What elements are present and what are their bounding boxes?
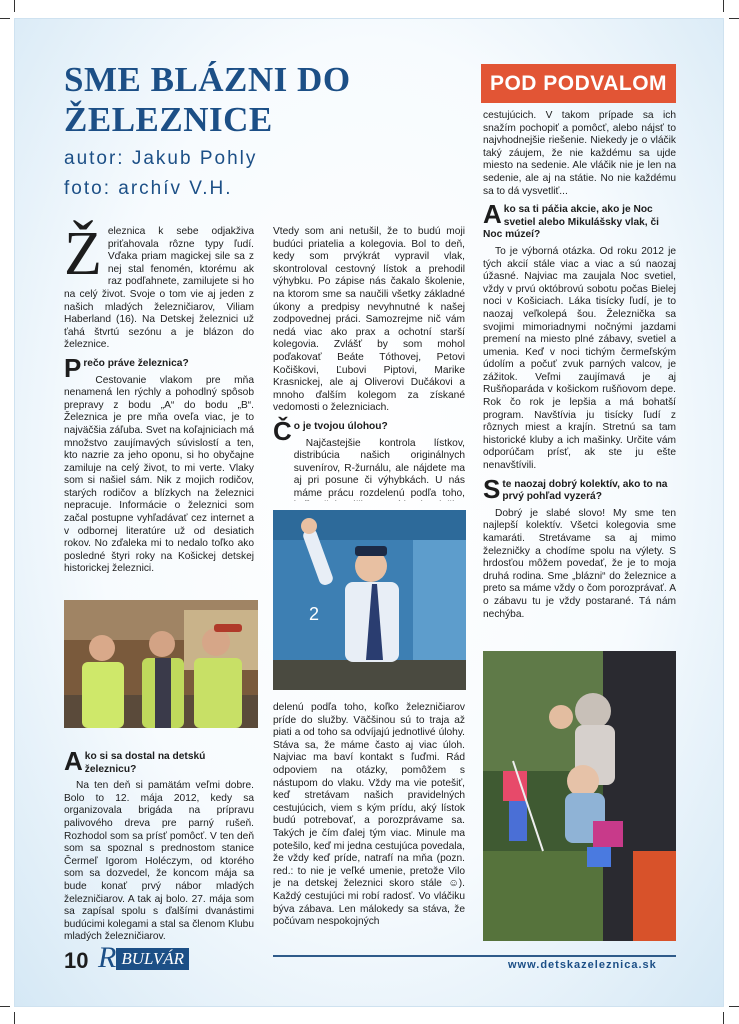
question-heading: Čo je tvojou úlohou? <box>273 415 388 446</box>
crop-mark <box>0 1006 10 1007</box>
column-1-top <box>64 220 254 579</box>
column-3 <box>483 110 676 624</box>
photo-conductor-waving <box>273 510 466 690</box>
answer-paragraph: Dobrý je slabé slovo! My sme ten najlepší kolektív. Všetci kolegovia sme kamaráti. Stretávame sa aj mimo železničky a chodíme spolu na výlety. S hrdosťou môžem povedať, že je to moja druhá rodina. Sme „blázni“ do železnice a preto sa máme vždy o čom porozprávať. A o zábavu tu je vždy postarané. Tá nám nechýba. <box>483 507 676 620</box>
crop-mark <box>723 0 724 12</box>
drop-cap: Ž <box>64 220 102 288</box>
answer-paragraph: Najčastejšie kontrola lístkov, distribúcia našich originálnych suvenírov, R-žurnálu, ale nájdete ma aj pri posune či výhybkách. U nás máme prácu rozdelenú podľa toho, <box>293 437 465 499</box>
title-line-1: SME BLÁZNI DO <box>64 60 351 99</box>
title-line-2: ŽELEZNICE <box>64 100 273 139</box>
logo-r: R <box>98 941 117 974</box>
photo-children-waving-flags <box>483 651 676 941</box>
svg-text:2: 2 <box>309 604 320 624</box>
website-url[interactable]: www.detskazeleznica.sk <box>508 959 657 971</box>
section-badge: POD PODVALOM <box>481 64 676 103</box>
column-2-top <box>273 226 465 504</box>
question-heading: Ako si sa dostal na detskú železnicu? <box>64 746 206 776</box>
crop-mark <box>0 18 10 19</box>
question-heading: Prečo práve železnica? <box>64 352 189 383</box>
question-heading: Ste naozaj dobrý kolektív, ako to na prvý pohľad vyzerá? <box>483 473 668 504</box>
column-2-bottom <box>273 702 465 942</box>
page-number: 10 <box>64 948 89 973</box>
author-line: autor: Jakub Pohly <box>64 148 258 169</box>
magazine-logo <box>98 941 189 974</box>
answer-paragraph-continued: delenú podľa toho, koľko železničiarov príde do služby. Väčšinou sú to traja až piati a od toho sa odvíjajú jednotlivé úlohy. Stáva sa, že máme často aj viac úloh. Najviac ma baví kontakt s ľuďmi. Rád odpoviem na otázky, pomôžem s nástupom do vlaku. Vždy ma vie potešiť, keď stretávam našich pravidelných cestujúcich, viem s kým prídu, aký lístok budú potrebovať, a porozprávame sa. Takých je čím ďalej tým viac. Minule ma potešilo, keď mi jedna cestujúca povedala, že vždy keď príde, natrafí na mňa (pozn. red.: to nie je veľké umenie, pretože Vilo je na detskej železnici skoro stále ☺). Každý cestujúci mi robí radosť. Vo vláčiku býva zábava. Len málokedy sa stáva, že počúvam nespokojných <box>273 702 465 928</box>
crop-mark <box>729 18 739 19</box>
footer-rule <box>273 955 676 957</box>
body-paragraph: cestujúcich. V takom prípade sa ich snažím pochopiť a pomôcť, alebo nájsť to najvhodnejšie riešenie. Niekedy je o vláčik taký záujem, že nie každému sa ujde miesto na sedenie. Ale vláčik nie je len na sedenie, ale aj na státie. No nie každému sa to dá vysvetliť... <box>483 110 676 197</box>
photo-credit: foto: archív V.H. <box>64 178 233 199</box>
answer-paragraph: To je výborná otázka. Od roku 2012 je tých akcií stále viac a viac a sú naozaj úžasné. Najviac ma zaujala Noc svetiel, vždy v prvú októbrovú sobotu počas Bielej noci v Košiciach. Láka tisícky ľudí, je to naozaj veľkolepá šou. Železnička sa svojimi mimoriadnymi nočnými jazdami premení na miesto plné zábavy, svetiel a umenia. Keď v noci tichým čermeľským údolím a počuť zvuk parných valcov, je zážitok. Veľmi zaujímavá je aj Rušňoparáda v košickom rušňovom depe. Rok čo rok je lepšia a má bohatší program. Navštívia ju tisícky ľudí z rôznych miest a krajín. Stretnú sa tam historické kluby a ich mašinky. Určite vám odporúčam prísť, ak ste ju ešte nenavštívili. <box>483 245 676 472</box>
crop-mark <box>14 1012 15 1024</box>
crop-mark <box>14 0 15 12</box>
photo-three-railway-workers <box>64 600 258 728</box>
crop-mark <box>723 1012 724 1024</box>
intro-paragraph: eleznica k sebe odjakživa priťahovala rôzne typy ľudí. Vďaka priam magickej sile sa z nej stal fenomén, ktorému ak raz podľahnete, zamilujete si ho na celý život. Svoje o tom vie aj jeden z našich mladých železničiarov, Viliam Haberland (16). Na Detskej železnici už ťahá štvrtú sezónu a je blázon do železnice. <box>64 226 254 351</box>
question-heading: Ako sa ti páčia akcie, ako je Noc svetiel alebo Mikulášsky vlak, či Noc múzeí? <box>483 199 659 241</box>
article-title <box>64 60 464 140</box>
logo-name: BULVÁR <box>116 948 189 970</box>
answer-paragraph: Cestovanie vlakom pre mňa nenamená len rýchly a pohodlný spôsob prepravy z bodu „A“ do bodu „B“. Železnica je pre mňa oveľa viac, je to najväčšia záľuba. Svet na koľajniciach má množstvo zaujímavých súvislostí a ten, kto nazrie za jeho oponu, si ho obyčajne zamiluje na celý život, to mi verte. Vlaky som si našiel sám. Nik z mojich rodičov, starých rodičov a blízkych na železnici nepracuje. Informácie o železnici som začal postupne vyhľadávať cez internet a v odbornej literatúre už od desiatich rokov. No zďaleka mi to nedalo toľko ako posledné štyri roky na Košickej detskej historickej železnici. <box>64 374 254 575</box>
crop-mark <box>729 1006 739 1007</box>
column-1-bottom <box>64 745 254 947</box>
body-paragraph: Vtedy som ani netušil, že to budú moji budúci priatelia a kolegovia. Bol to deň, kedy som prvýkrát vypravil vlak, skontroloval cestovný lístok a prehodil výhybku. Po zápise nás čakalo školenie, na ktorom sme sa naučili všetky základné úkony a predpisy nevyhnutné k našej zodpovednej práci. Samozrejme nič vám nedá viac ako prax a ochotní starší kolegovia. Zvlášť by som mohol poďakovať Beáte Tóthovej, Petovi Kočiškovi, Ľubovi Piptovi, Marike Krasnickej, ale aj Oliverovi Dučákovi a mnoho ďalším kolegom za získané vedomosti o železniciach. <box>273 226 465 414</box>
answer-paragraph: Na ten deň si pamätám veľmi dobre. Bolo to 12. mája 2012, kedy sa organizovala brigáda na prípravu palivového dreva pre parný rušeň. Rozhodol som sa prísť pomôcť. V ten deň som sa spoznal s prednostom stanice Čermeľ Igorom Holéczym, od ktorého som sa dozvedel, že koncom mája sa bude konať prvý nábor mladých železničiarov. A tak aj bolo. 27. mája som sa zapísal spolu s ďalšími dvanástimi budúcimi kolegami a stal sa členom Klubu mladých železničiarov. <box>64 780 254 943</box>
